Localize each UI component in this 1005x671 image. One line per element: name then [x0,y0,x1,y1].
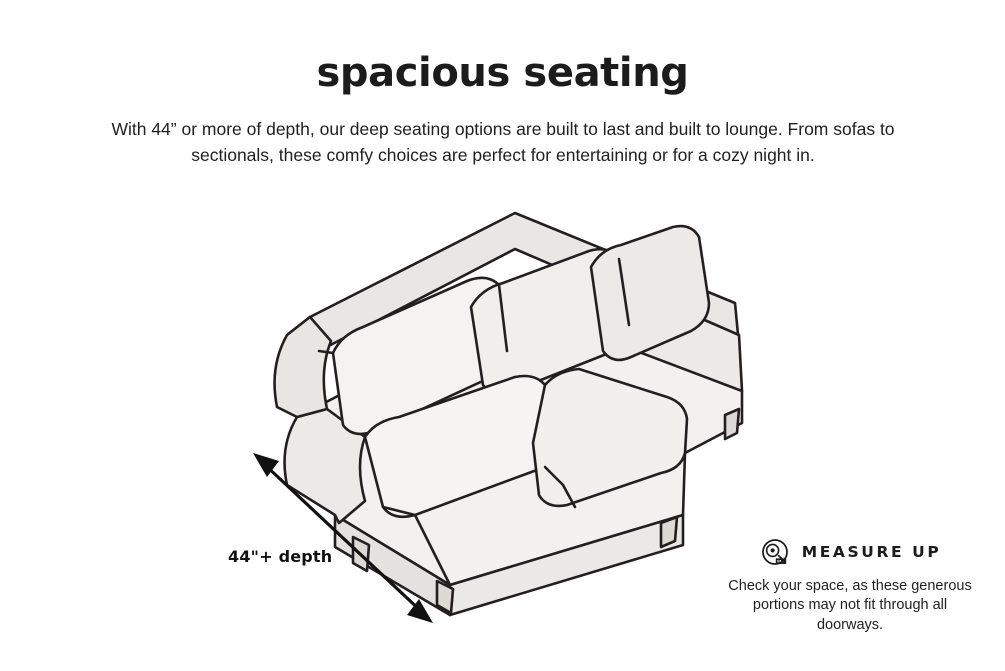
measure-up-note: Check your space, as these generous portions may not fit through all doorways. [728,577,972,633]
page-title: spacious seating [316,50,689,96]
measure-up-callout [725,536,975,636]
measure-up-title: MEASURE UP [801,542,942,561]
deep-seating-sofa-illustration [215,185,795,635]
measuring-tape-icon [759,536,791,568]
measure-up-header [725,536,975,568]
page-description: With 44” or more of depth, our deep seating options are built to last and built to lounge. From sofas to sectionals, these comfy choices are perfect for entertaining or for a cozy night in. [111,119,895,165]
depth-dimension-label: 44"+ depth [228,547,333,566]
